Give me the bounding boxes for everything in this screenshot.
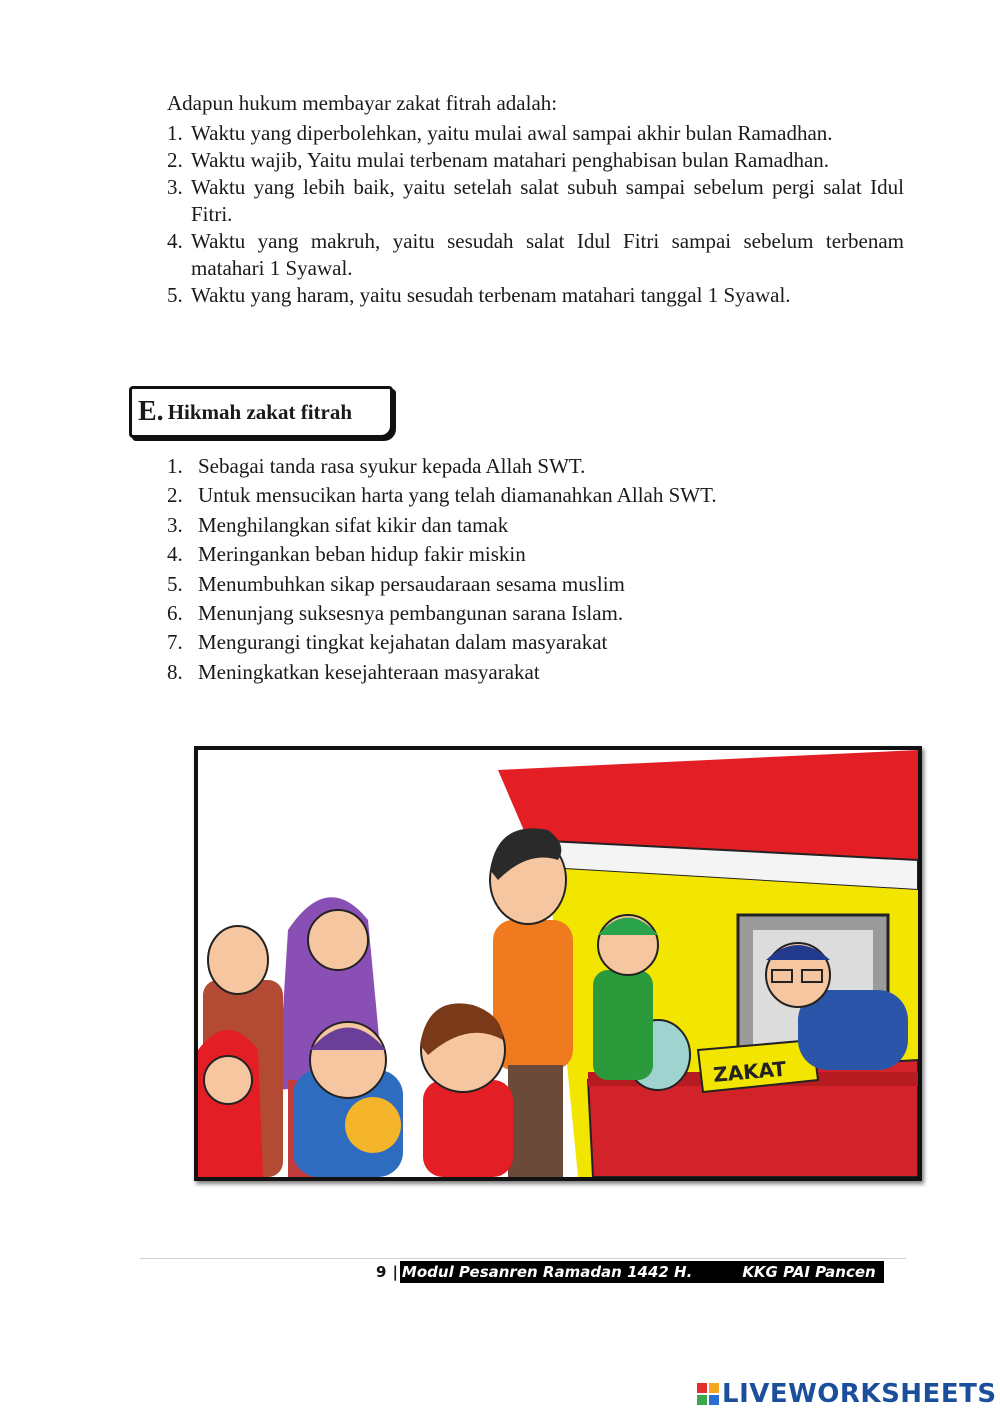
grandpa-head: [208, 926, 268, 994]
mother-face: [308, 910, 368, 970]
footer-separator: |: [392, 1263, 398, 1281]
section-letter: E.: [138, 396, 164, 427]
item-text: Waktu yang diperbolehkan, yaitu mulai awal sampai akhir bulan Ramadhan.: [191, 121, 833, 145]
zakat-sign-text: ZAKAT: [712, 1056, 788, 1087]
grandma-face: [204, 1056, 252, 1104]
list-item: [167, 628, 904, 657]
item-text: Menunjang suksesnya pembangunan sarana Islam.: [198, 601, 624, 626]
list-item: [167, 452, 904, 481]
section-heading: [129, 386, 393, 438]
footer-divider: [140, 1258, 906, 1259]
item-text: Waktu yang lebih baik, yaitu setelah salat subuh sampai sebelum pergi salat Idul Fitri.: [191, 175, 904, 226]
item-number: 3.: [167, 175, 183, 199]
section-title: Hikmah zakat fitrah: [167, 399, 353, 424]
footer-band: [400, 1261, 884, 1283]
page-number: 9: [376, 1263, 387, 1281]
item-number: 5.: [167, 571, 183, 596]
item-text: Sebagai tanda rasa syukur kepada Allah SWT.: [198, 454, 586, 478]
liveworksheets-brand: [697, 1376, 997, 1412]
item-number: 5.: [167, 283, 183, 307]
father-legs: [508, 1065, 563, 1177]
hikmah-list: [167, 452, 904, 687]
item-number: 8.: [167, 659, 183, 684]
item-text: Untuk mensucikan harta yang telah diamanahkan Allah SWT.: [198, 483, 717, 508]
hukum-list: [167, 120, 904, 309]
item-text: Meringankan beban hidup fakir miskin: [198, 542, 526, 567]
list-item: [167, 481, 904, 510]
list-item: [167, 174, 904, 228]
item-number: 1.: [167, 454, 183, 478]
item-number: 3.: [167, 512, 183, 537]
item-text: Waktu yang haram, yaitu sesudah terbenam matahari tanggal 1 Syawal.: [191, 283, 791, 307]
intro-text: Adapun hukum membayar zakat fitrah adalah:: [167, 91, 558, 115]
list-item: [167, 658, 904, 687]
list-item: [167, 282, 904, 309]
boy-body: [593, 970, 653, 1080]
item-text: Meningkatkan kesejahteraan masyarakat: [198, 659, 540, 684]
item-text: Mengurangi tingkat kejahatan dalam masyarakat: [198, 630, 608, 655]
liveworksheets-logo-icon: [697, 1383, 719, 1405]
zakat-scene: [198, 750, 918, 1177]
item-number: 7.: [167, 630, 183, 655]
list-item: [167, 511, 904, 540]
item-number: 2.: [167, 148, 183, 172]
list-item: [167, 540, 904, 569]
red-boy-body: [423, 1080, 513, 1177]
list-item: [167, 570, 904, 599]
item-text: Waktu yang makruh, yaitu sesudah salat Idul Fitri sampai sebelum terbenam matahari 1 Syawal.: [191, 229, 904, 280]
item-text: Waktu wajib, Yaitu mulai terbenam matahari penghabisan bulan Ramadhan.: [191, 148, 830, 172]
list-item: [167, 120, 904, 147]
item-number: 2.: [167, 483, 183, 508]
page-footer: [376, 1261, 884, 1283]
module-title: Modul Pesanren Ramadan 1442 H.: [401, 1263, 693, 1281]
list-item: [167, 228, 904, 282]
item-text: Menumbuhkan sikap persaudaraan sesama muslim: [198, 571, 625, 596]
item-text: Menghilangkan sifat kikir dan tamak: [198, 512, 509, 537]
footer-author: KKG PAI Pancen: [742, 1263, 876, 1281]
list-item: [167, 599, 904, 628]
zakat-illustration: [194, 746, 922, 1181]
item-number: 4.: [167, 229, 183, 253]
item-number: 6.: [167, 601, 183, 626]
item-number: 4.: [167, 542, 183, 567]
pumpkin-shape: [345, 1097, 401, 1153]
brand-text: LIVEWORKSHEETS: [722, 1379, 997, 1409]
item-number: 1.: [167, 121, 183, 145]
list-item: [167, 147, 904, 174]
